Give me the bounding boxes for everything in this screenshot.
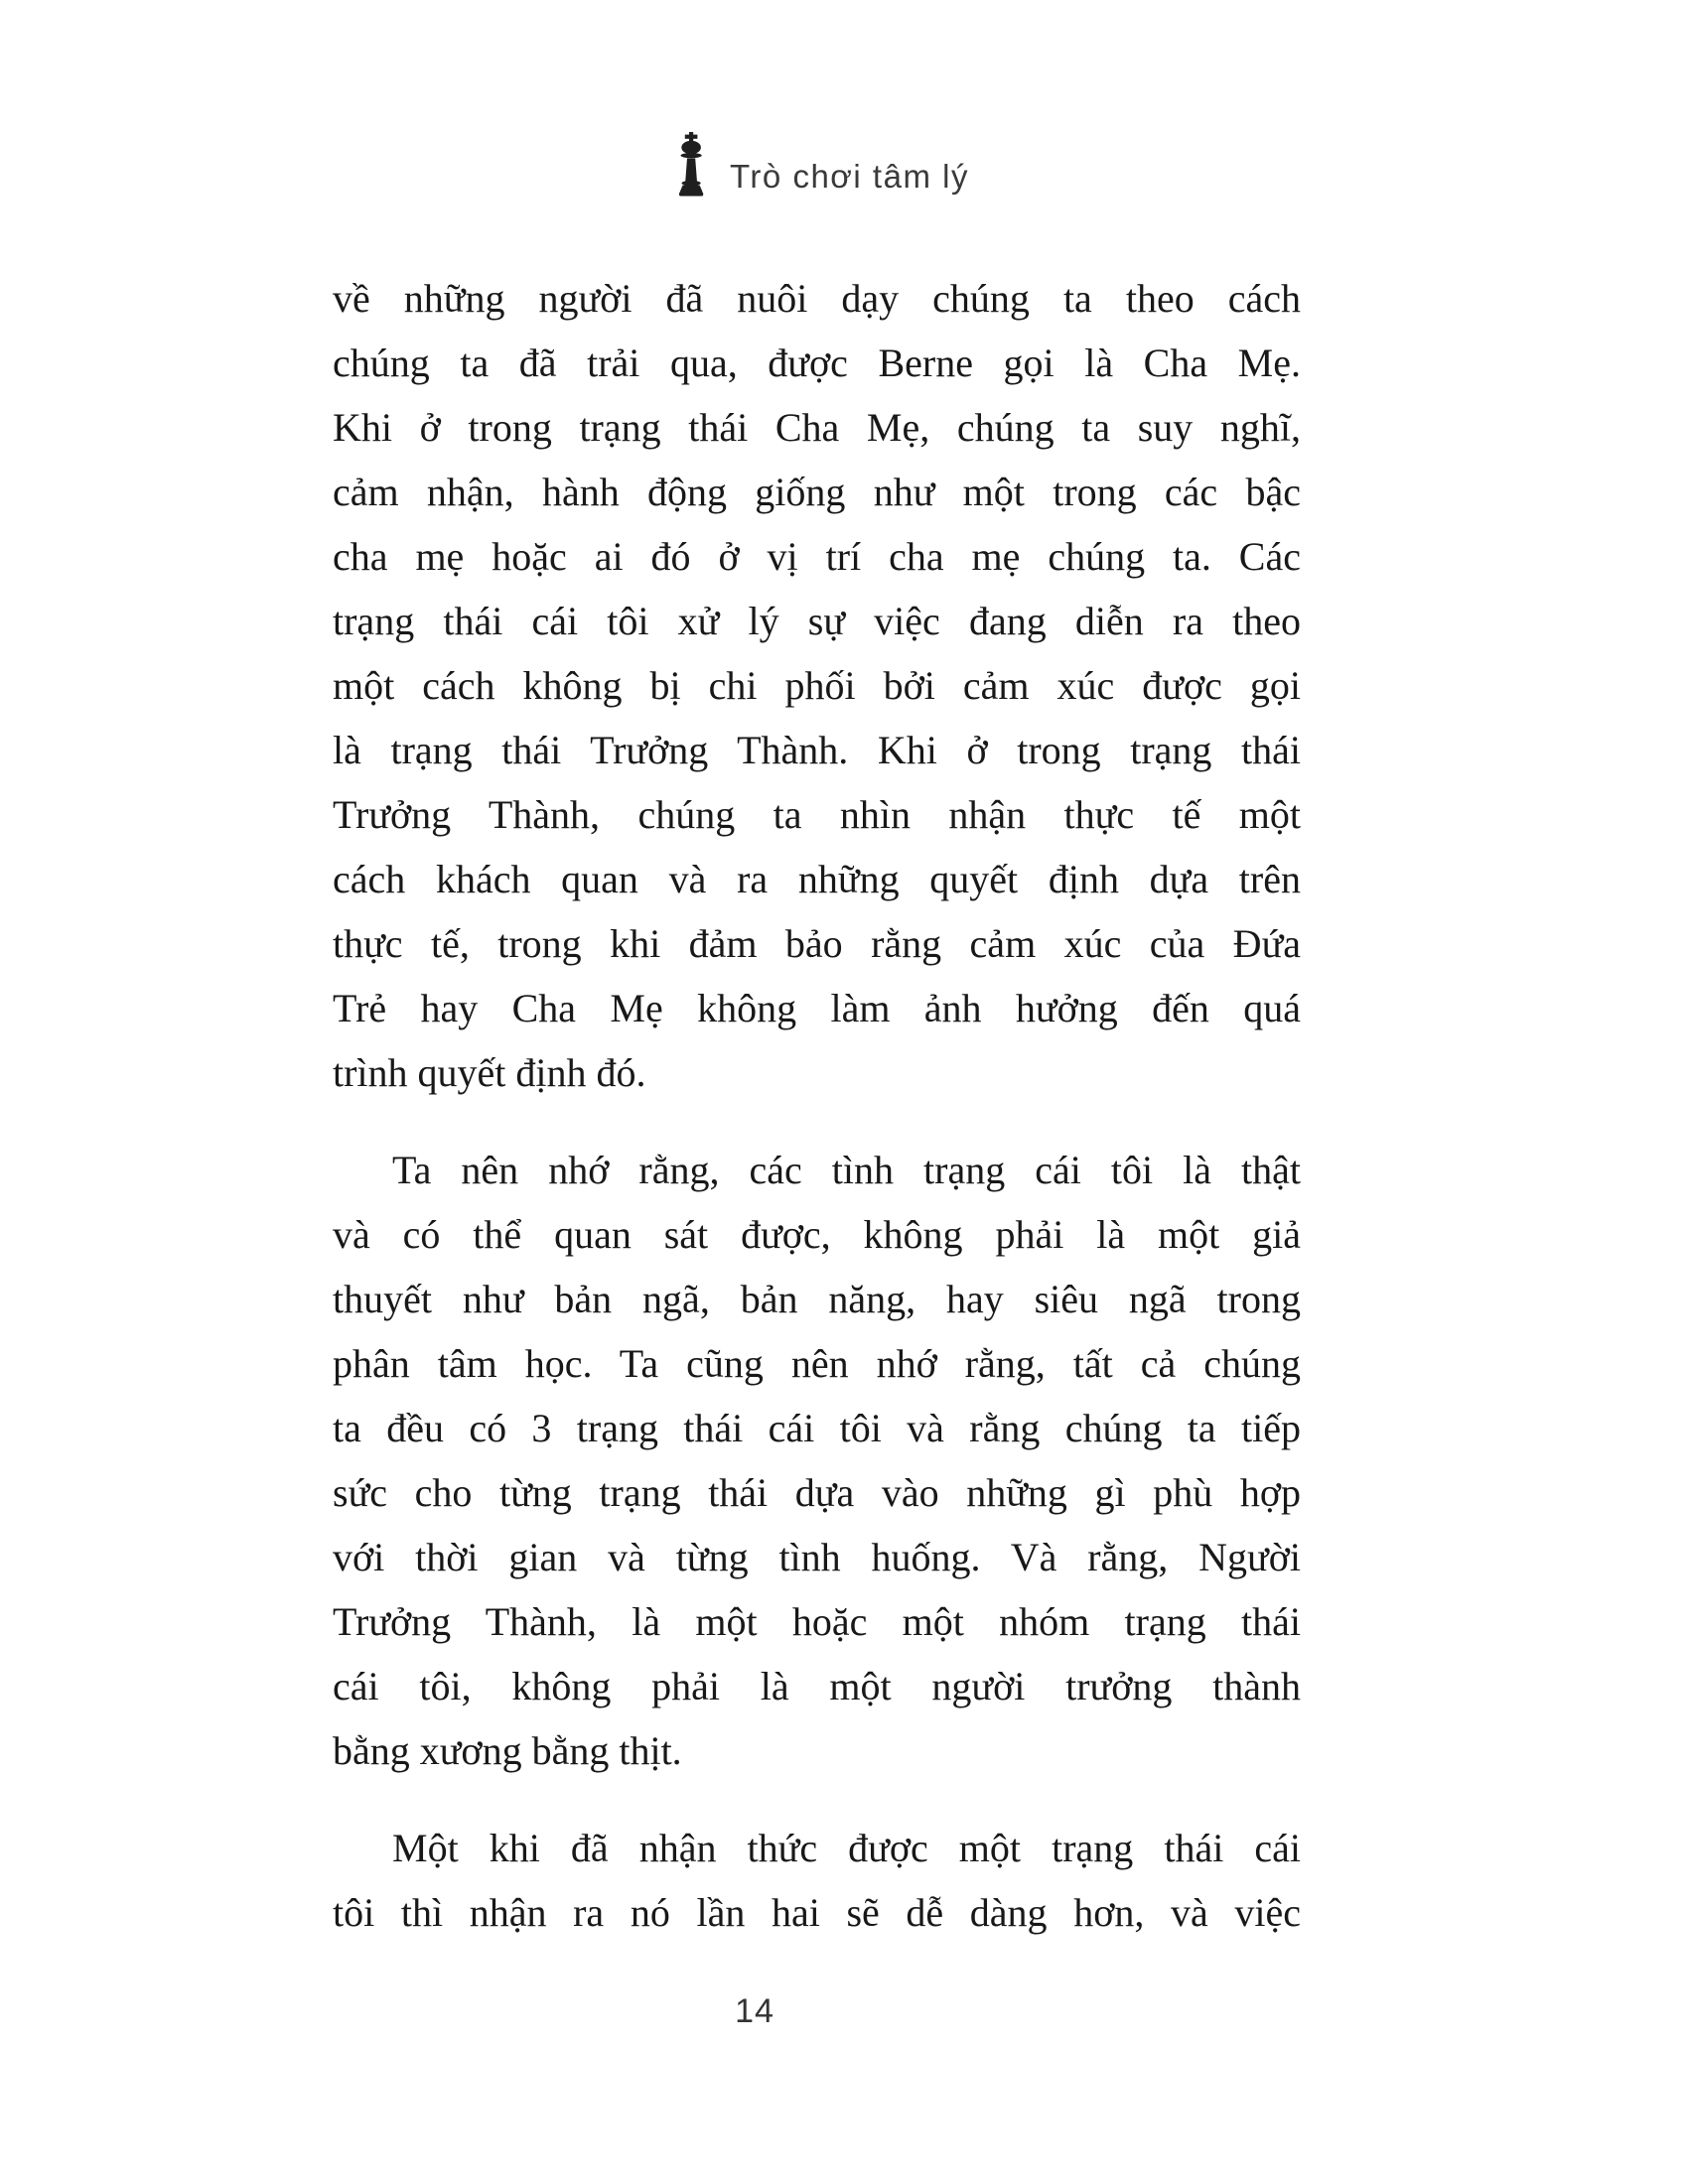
text-line: tôi thì nhận ra nó lần hai sẽ dễ dàng hơn, và việc	[333, 1890, 1301, 1935]
text-line: Một khi đã nhận thức được một trạng thái cái	[392, 1826, 1301, 1870]
text-line: về những người đã nuôi dạy chúng ta theo cách	[333, 276, 1301, 321]
text-line: Trẻ hay Cha Mẹ không làm ảnh hưởng đến quá	[333, 986, 1301, 1030]
text-line: sức cho từng trạng thái dựa vào những gì phù hợp	[333, 1470, 1301, 1515]
paragraph	[333, 266, 1301, 1105]
text-line: cách khách quan và ra những quyết định dựa trên	[333, 857, 1301, 901]
text-line: chúng ta đã trải qua, được Berne gọi là Cha Mẹ.	[333, 341, 1301, 385]
chess-king-icon	[678, 132, 704, 197]
running-header	[678, 129, 969, 197]
text-line: thực tế, trong khi đảm bảo rằng cảm xúc của Đứa	[333, 921, 1301, 966]
text-line: là trạng thái Trưởng Thành. Khi ở trong trạng thái	[333, 728, 1301, 772]
page-number: 14	[735, 1992, 774, 2030]
text-line: cha mẹ hoặc ai đó ở vị trí cha mẹ chúng ta. Các	[333, 534, 1301, 579]
text-line: với thời gian và từng tình huống. Và rằng, Người	[333, 1535, 1301, 1579]
text-line: ta đều có 3 trạng thái cái tôi và rằng chúng ta tiếp	[333, 1406, 1301, 1450]
text-line: cái tôi, không phải là một người trưởng thành	[333, 1664, 1301, 1708]
text-line: Trưởng Thành, là một hoặc một nhóm trạng thái	[333, 1599, 1301, 1644]
text-line: Ta nên nhớ rằng, các tình trạng cái tôi là thật	[392, 1148, 1301, 1192]
text-line: thuyết như bản ngã, bản năng, hay siêu ngã trong	[333, 1277, 1301, 1321]
text-line: và có thể quan sát được, không phải là một giả	[333, 1212, 1301, 1257]
text-line: bằng xương bằng thịt.	[333, 1728, 682, 1773]
text-line: trình quyết định đó.	[333, 1050, 646, 1095]
paragraph	[333, 1138, 1301, 1783]
header-title: Trò chơi tâm lý	[730, 158, 969, 195]
paragraph	[333, 1816, 1301, 1945]
text-line: Trưởng Thành, chúng ta nhìn nhận thực tế một	[333, 792, 1301, 837]
body-text	[333, 266, 1301, 1945]
text-line: Khi ở trong trạng thái Cha Mẹ, chúng ta suy nghĩ,	[333, 405, 1301, 450]
text-line: một cách không bị chi phối bởi cảm xúc được gọi	[333, 663, 1301, 708]
text-line: phân tâm học. Ta cũng nên nhớ rằng, tất cả chúng	[333, 1341, 1301, 1386]
text-line: cảm nhận, hành động giống như một trong các bậc	[333, 470, 1301, 514]
text-line: trạng thái cái tôi xử lý sự việc đang diễn ra theo	[333, 599, 1301, 643]
